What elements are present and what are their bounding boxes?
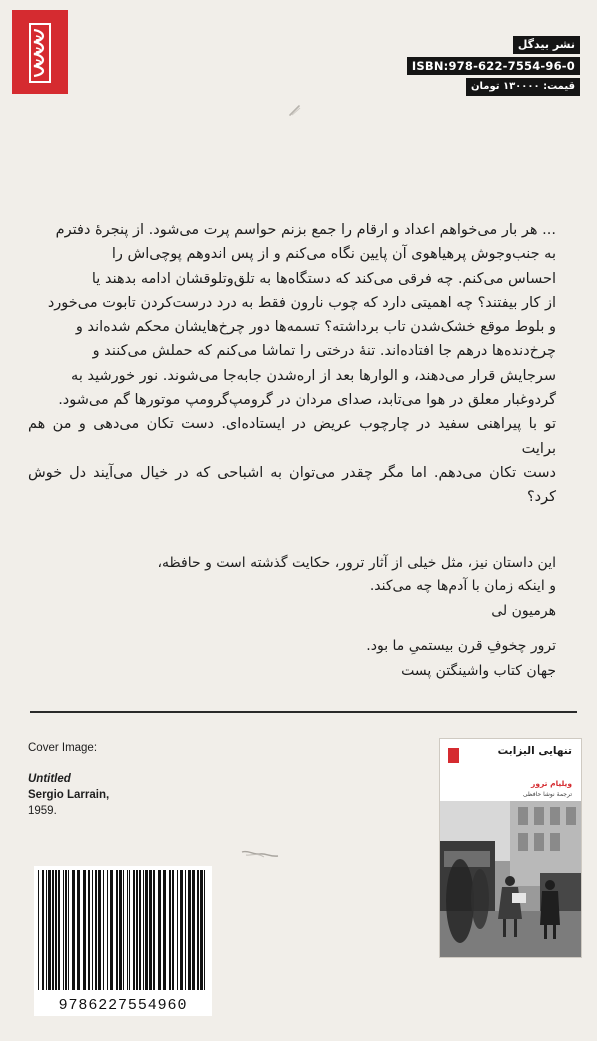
barcode-bar [38, 870, 39, 990]
isbn-text: ISBN:978-622-7554-96-0 [411, 59, 575, 73]
barcode-bar [92, 870, 93, 990]
barcode-bar [77, 870, 80, 990]
section-divider [30, 711, 577, 713]
blurb-line: این داستان نیز، مثل خیلی از آثار ترور، حکایت گذشته است و حافظه، [157, 555, 556, 571]
excerpt-line: سرجایش قرار می‌دهند، و الوارها بعد از اره‌شدن جابه‌جا می‌شوند. نور خورشید به [71, 367, 556, 384]
barcode-bar [107, 870, 108, 990]
front-cover-thumbnail [439, 738, 582, 958]
barcode-bar [177, 870, 178, 990]
barcode-bar [127, 870, 128, 990]
blurb-line: و اینکه زمان با آدم‌ها چه می‌کند. [369, 578, 556, 594]
excerpt-line: ... هر بار می‌خواهم اعداد و ارقام را جمع بزنم حواسم پرت می‌شود. از پنجرهٔ دفترم [55, 222, 556, 238]
isbn-barcode [34, 866, 212, 1016]
credit-artist: Sergio Larrain, [28, 789, 110, 801]
barcode-bar [42, 870, 44, 990]
barcode-bar [192, 870, 195, 990]
credit-label: Cover Image: [28, 742, 98, 754]
barcode-bar [133, 870, 135, 990]
smudge-mark-icon [240, 847, 280, 861]
barcode-bar [55, 870, 57, 990]
barcode-bar [98, 870, 101, 990]
book-excerpt [28, 218, 556, 510]
barcode-bar [95, 870, 97, 990]
barcode-bar [123, 870, 124, 990]
publisher-logo [12, 10, 68, 94]
barcode-bar [119, 870, 122, 990]
barcode-bar [172, 870, 174, 990]
cover-image-credit [28, 740, 228, 819]
barcode-bar [149, 870, 152, 990]
excerpt-line: چرخ‌دنده‌ها درهم جا افتاده‌اند. تنهٔ درختی را تماشا می‌کنم که حملش می‌کنند و [92, 343, 556, 360]
barcode-bar [52, 870, 54, 990]
barcode-bar [110, 870, 113, 990]
excerpt-line: از کار بیفتند؟ چه اهمیتی دارد که چوب نارون فقط به درد درست‌کردن تابوت می‌خورد [47, 294, 556, 311]
barcode-bar [180, 870, 183, 990]
blurb-line: ترور چخوفِ قرن بیستمیِ ما بود. [366, 638, 556, 654]
barcode-bars [34, 866, 212, 994]
excerpt-line: احساس می‌کنم. چه فرقی می‌کند که دستگاه‌ها به تلق‌وتلوقشان ادامه بدهند یا [91, 270, 556, 287]
scuff-mark-icon [288, 103, 302, 117]
thumbnail-translator: ترجمهٔ نوشا حافظی [522, 791, 572, 798]
blurb-attribution: هرمیون لی [491, 603, 556, 619]
thumbnail-title: تنهایی الیزابت [497, 745, 572, 757]
barcode-bar [58, 870, 60, 990]
isbn-label [407, 57, 580, 75]
credit-year: 1959. [28, 805, 57, 817]
excerpt-line: تو با پیراهنی سفید در چارچوب عریض در ایستاده‌ای. دست تکان می‌دهی و من هم برایت [28, 416, 556, 457]
barcode-bar [103, 870, 104, 990]
barcode-bar [48, 870, 51, 990]
blurb-attribution: جهان کتاب واشینگتن پست [401, 663, 556, 679]
barcode-bar [139, 870, 141, 990]
barcode-bar [136, 870, 138, 990]
barcode-bar [163, 870, 166, 990]
barcode-bar [153, 870, 155, 990]
price-label: قیمت: ۱۳۰۰۰۰ تومان [466, 78, 580, 96]
barcode-bar [65, 870, 67, 990]
thumbnail-logo-icon [448, 748, 459, 763]
barcode-bar [145, 870, 148, 990]
barcode-bar [169, 870, 171, 990]
barcode-bar [197, 870, 199, 990]
excerpt-line: به جنب‌وجوش پرهیاهوی آن پایین نگاه می‌کنم و از پس اندوهم پوچی‌اش را [111, 246, 556, 263]
barcode-bar [185, 870, 186, 990]
barcode-bar [83, 870, 86, 990]
barcode-bar [116, 870, 118, 990]
barcode-digits: 9786227554960 [58, 997, 188, 1014]
excerpt-line: دست تکان می‌دهم. اما مگر چقدر می‌توان به اشباحی که در خیال می‌آیند دل خوش کرد؟ [28, 464, 556, 506]
barcode-bar [63, 870, 64, 990]
publisher-name: نشر بیدگل [513, 36, 580, 54]
barcode-bar [88, 870, 90, 990]
barcode-bar [204, 870, 205, 990]
barcode-bar [200, 870, 203, 990]
excerpt-line: و بلوط موقع خشک‌شدن تاب برداشته؟ تسمه‌ها دور چرخ‌هایشان محکم شده‌اند و [75, 319, 556, 336]
barcode-bar [158, 870, 161, 990]
barcode-bar [129, 870, 130, 990]
barcode-bar [46, 870, 47, 990]
barcode-bar [143, 870, 144, 990]
excerpt-line: گردوغبار معلق در هوا می‌تابد، صدای مردان در گرومپ‌گرومپ موتورها گم می‌شود. [58, 392, 556, 409]
barcode-bar [68, 870, 69, 990]
thumbnail-author: ویلیام ترور [531, 779, 572, 788]
barcode-bar [72, 870, 75, 990]
credit-work: Untitled [28, 773, 71, 785]
barcode-bar [188, 870, 191, 990]
thumbnail-street-photo [440, 801, 581, 957]
review-blurbs [28, 552, 556, 683]
feather-logo-icon [12, 10, 68, 94]
